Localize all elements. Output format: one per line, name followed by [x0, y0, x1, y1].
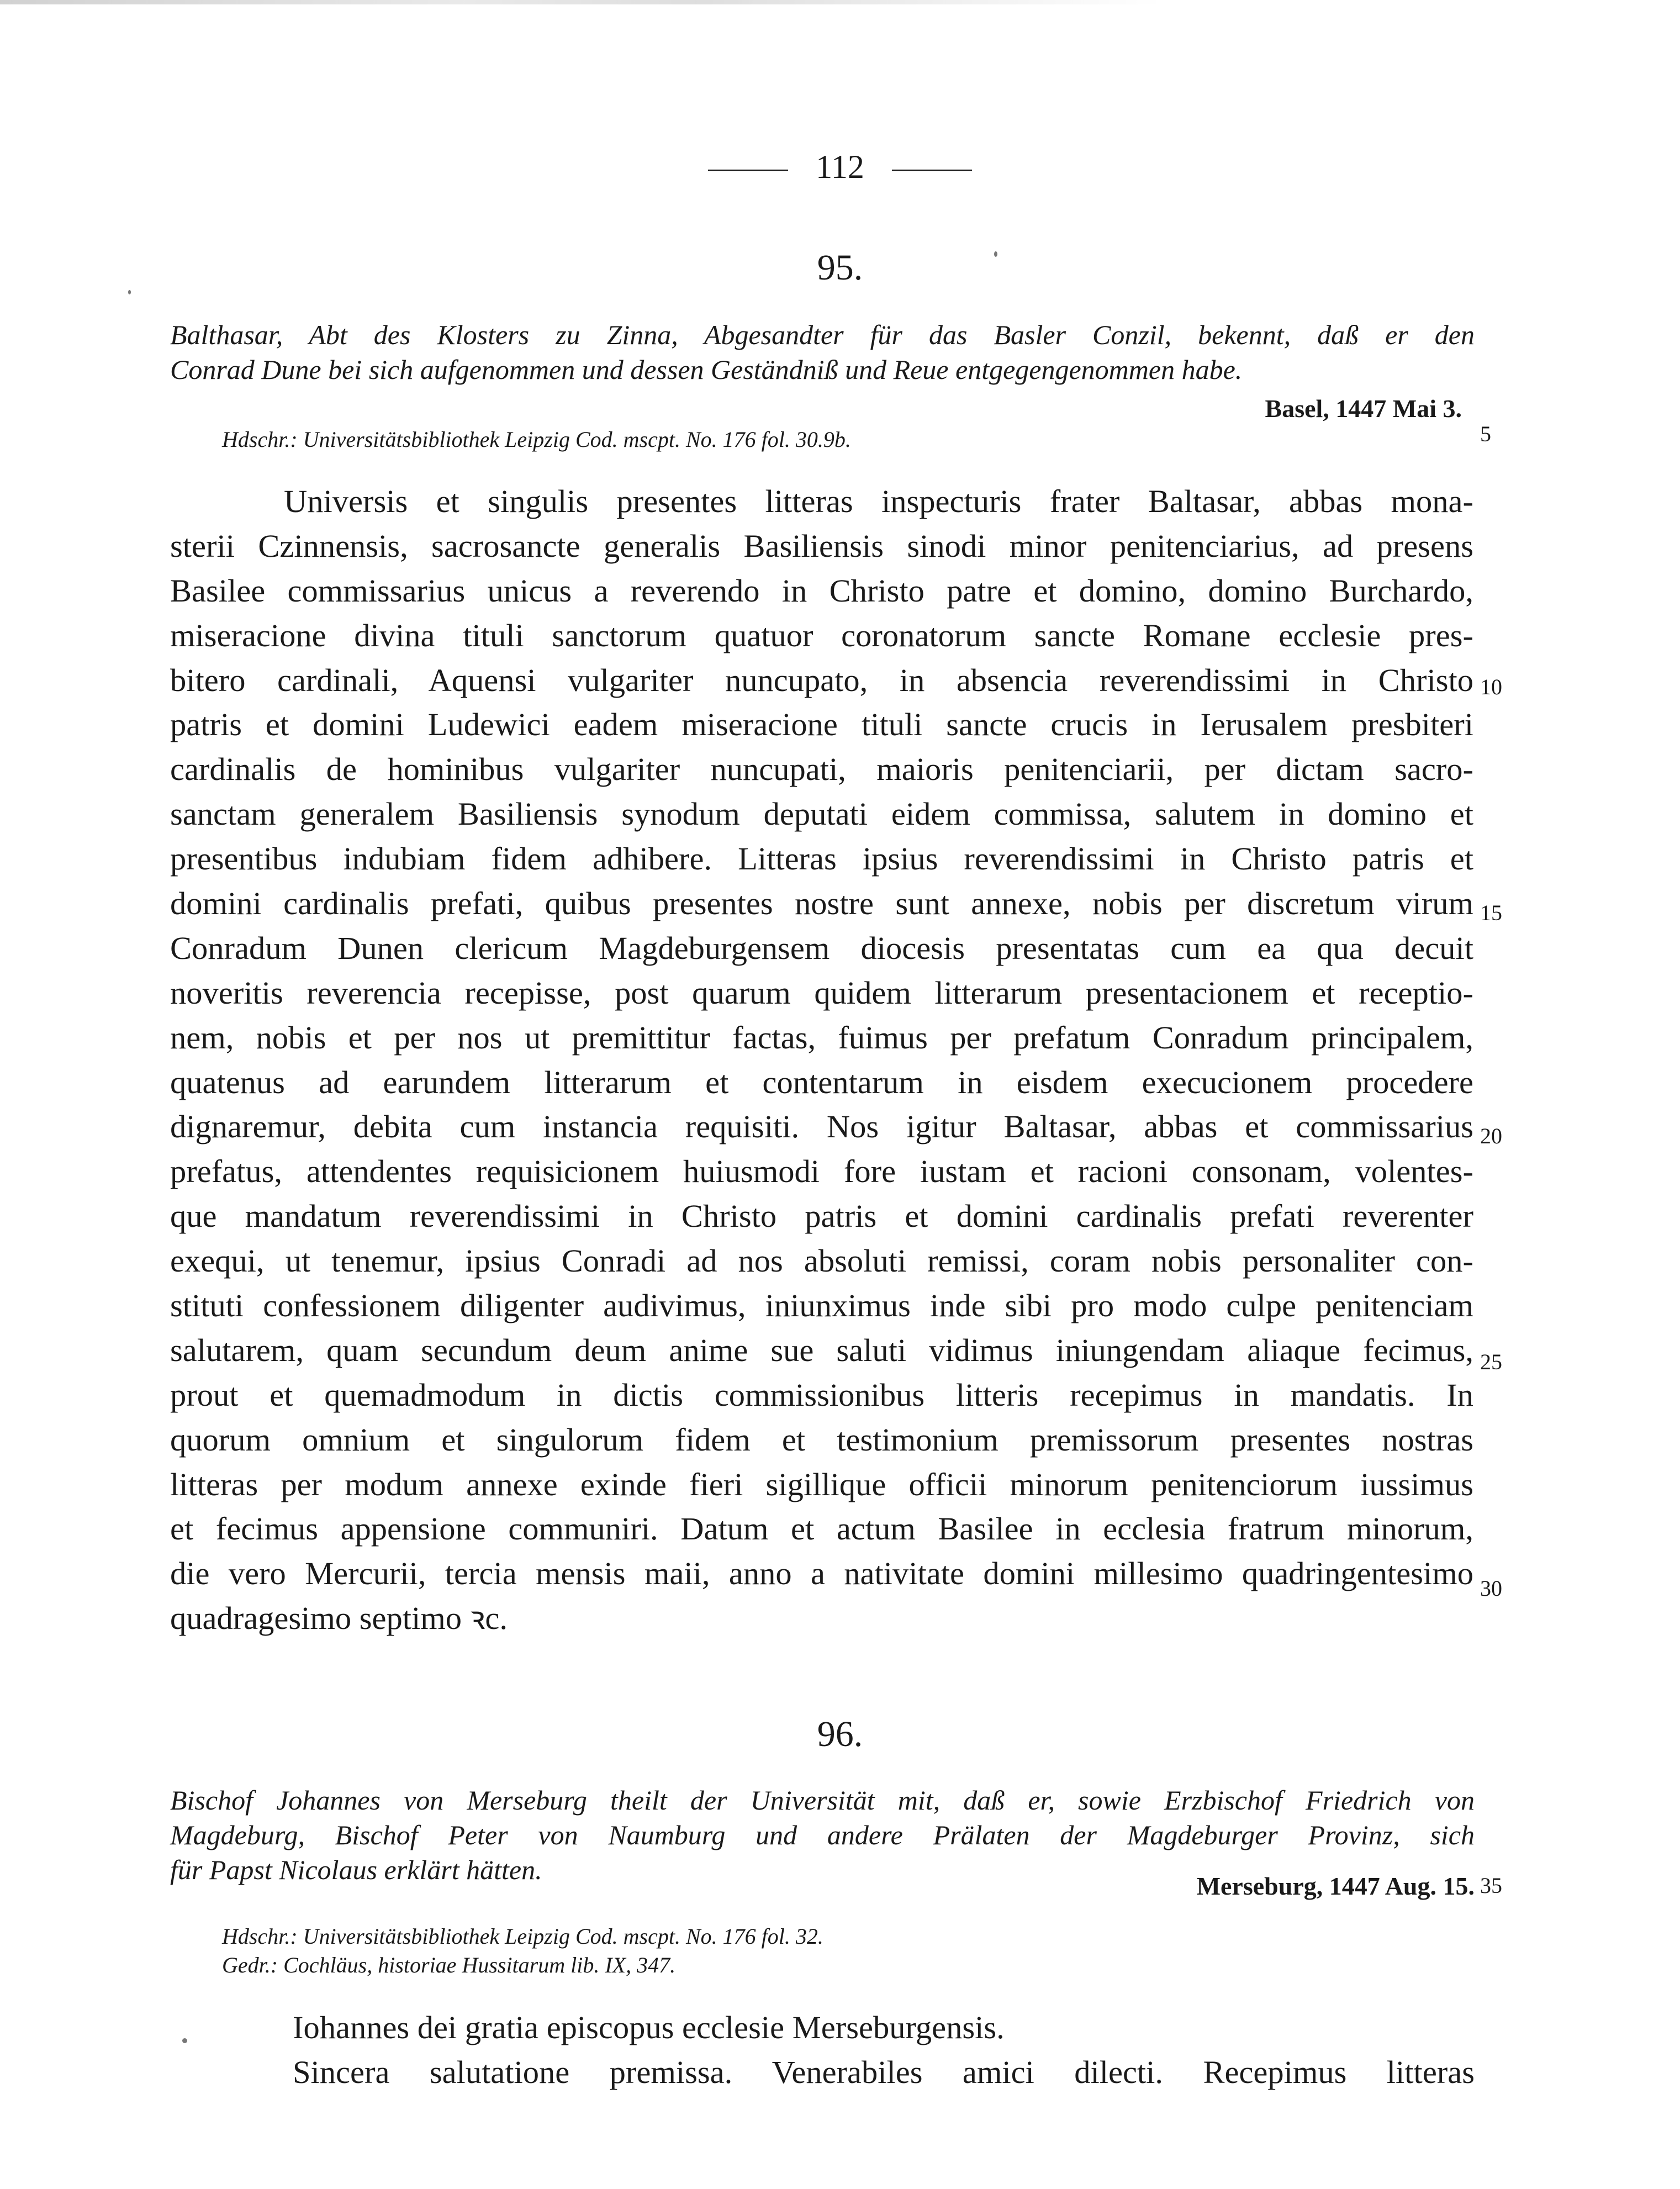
text-line: bitero cardinali, Aquensi vulgariter nuncupato, in absencia reverendissimi in Christo	[170, 662, 1473, 698]
text-line: que mandatum reverendissimi in Christo patris et domini cardinalis prefati reverenter	[170, 1198, 1473, 1235]
text-line: dignaremur, debita cum instancia requisiti. Nos igitur Baltasar, abbas et commissarius	[170, 1109, 1473, 1145]
document-95-source: Hdschr.: Universitätsbibliothek Leipzig Cod. mscpt. No. 176 fol. 30.9b.	[222, 427, 851, 452]
text-line: sanctam generalem Basiliensis synodum deputati eidem commissa, salutem in domino et	[170, 796, 1473, 832]
margin-line-number: 25	[1480, 1349, 1502, 1374]
summary-line: Magdeburg, Bischof Peter von Naumburg und andere Prälaten der Magdeburger Provinz, sich	[170, 1819, 1475, 1850]
text-line: litteras per modum annexe exinde fieri sigillique officii minorum penitenciorum iussimus	[170, 1466, 1473, 1502]
document-number-96: 96.	[817, 1714, 863, 1754]
text-line: prout et quemadmodum in dictis commissionibus litteris recepimus in mandatis. In	[170, 1376, 1473, 1413]
document-96-source-printed: Gedr.: Cochläus, historiae Hussitarum lib. IX, 347.	[222, 1953, 676, 1977]
summary-line: Conrad Dune bei sich aufgenommen und dessen Geständniß und Reue entgegengenommen habe.	[170, 354, 1243, 385]
document-96-source-manuscript: Hdschr.: Universitätsbibliothek Leipzig Cod. mscpt. No. 176 fol. 32.	[222, 1924, 823, 1949]
text-line: sterii Czinnensis, sacrosancte generalis Basiliensis sinodi minor penitenciarius, ad presens	[170, 528, 1473, 564]
text-line: miseracione divina tituli sanctorum quatuor coronatorum sancte Romane ecclesie pres-	[170, 617, 1473, 653]
text-line: quadragesimo septimo ꝛc.	[170, 1600, 508, 1637]
page-header	[0, 145, 1680, 189]
text-line: presentibus indubiam fidem adhibere. Litteras ipsius reverendissimi in Christo patris et	[170, 841, 1473, 877]
text-line: Conradum Dunen clericum Magdeburgensem diocesis presentatas cum ea qua decuit	[170, 930, 1473, 966]
header-rule-right	[892, 170, 972, 171]
text-line: exequi, ut tenemur, ipsius Conradi ad nos absoluti remissi, coram nobis personaliter con-	[170, 1243, 1473, 1279]
summary-line: Bischof Johannes von Merseburg theilt der Universität mit, daß er, sowie Erzbischof Friedrich von	[170, 1785, 1475, 1816]
text-line: Basilee commissarius unicus a reverendo in Christo patre et domino, domino Burchardo,	[170, 572, 1473, 609]
text-line: cardinalis de hominibus vulgariter nuncupati, maioris penitenciarii, per dictam sacro-	[170, 751, 1473, 788]
summary-line: für Papst Nicolaus erklärt hätten.	[170, 1854, 542, 1885]
summary-line: Balthasar, Abt des Klosters zu Zinna, Abgesandter für das Basler Conzil, bekennt, daß er den	[170, 319, 1475, 350]
text-line: Sincera salutatione premissa. Venerabiles amici dilecti. Recepimus litteras	[293, 2054, 1475, 2090]
text-line: salutarem, quam secundum deum anime sue saluti vidimus iniungendam aliaque fecimus,	[170, 1332, 1473, 1368]
document-95-text	[170, 479, 1473, 1641]
document-96-dateline: Merseburg, 1447 Aug. 15.	[1196, 1872, 1475, 1900]
text-line: die vero Mercurii, tercia mensis maii, anno a nativitate domini millesimo quadringentesimo	[170, 1555, 1473, 1592]
text-line: prefatus, attendentes requisicionem huiusmodi fore iustam et racioni consonam, volentes-	[170, 1153, 1473, 1190]
margin-line-number: 30	[1480, 1576, 1502, 1601]
margin-line-number: 15	[1480, 900, 1502, 925]
text-line: quorum omnium et singulorum fidem et testimonium premissorum presentes nostras	[170, 1421, 1473, 1458]
text-line: Iohannes dei gratia episcopus ecclesie Merseburgensis.	[293, 2009, 1005, 2045]
document-96-text	[293, 2005, 1475, 2095]
margin-line-number: 20	[1480, 1123, 1502, 1148]
page-number: 112	[816, 149, 864, 185]
scan-artifact	[0, 0, 1160, 4]
document-95-dateline: Basel, 1447 Mai 3.	[1265, 394, 1462, 423]
text-line: domini cardinalis prefati, quibus presentes nostre sunt annexe, nobis per discretum virum	[170, 885, 1473, 922]
text-line: Universis et singulis presentes litteras inspecturis frater Baltasar, abbas mona-	[284, 483, 1473, 519]
document-number-95: 95.	[817, 247, 863, 288]
scan-speck	[128, 290, 131, 294]
text-line: quatenus ad earundem litterarum et contentarum in eisdem execucionem procedere	[170, 1064, 1473, 1100]
margin-line-number: 10	[1480, 674, 1502, 699]
document-95-summary	[170, 318, 1475, 387]
text-line: patris et domini Ludewici eadem miseracione tituli sancte crucis in Ierusalem presbiteri	[170, 706, 1473, 743]
margin-line-number: 35	[1480, 1873, 1502, 1898]
text-line: nem, nobis et per nos ut premittitur factas, fuimus per prefatum Conradum principalem,	[170, 1019, 1473, 1056]
text-line: et fecimus appensione communiri. Datum et actum Basilee in ecclesia fratrum minorum,	[170, 1511, 1473, 1547]
text-line: stituti confessionem diligenter audivimus, iniunximus inde sibi pro modo culpe penitenciam	[170, 1288, 1473, 1324]
margin-line-number: 5	[1480, 421, 1491, 446]
scan-speck	[994, 251, 997, 257]
scan-speck	[182, 2038, 187, 2043]
text-line: noveritis reverencia recepisse, post quarum quidem litterarum presentacionem et receptio-	[170, 974, 1473, 1011]
header-rule-left	[708, 170, 788, 171]
